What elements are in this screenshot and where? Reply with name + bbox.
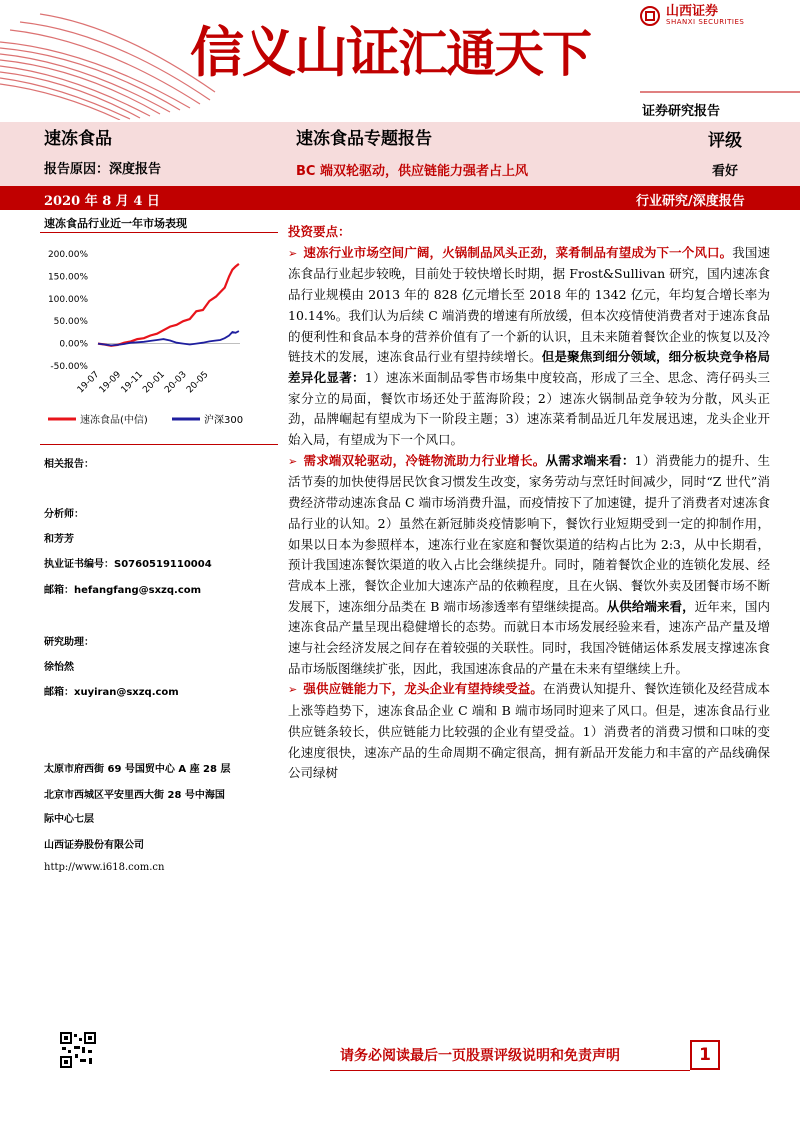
divider bbox=[40, 444, 278, 445]
highlight-text: 需求端双轮驱动，冷链物流助力行业增长。 bbox=[303, 452, 546, 468]
x-tick-label: 19-09 bbox=[97, 369, 124, 396]
x-tick-label: 20-01 bbox=[141, 369, 167, 396]
divider bbox=[40, 232, 278, 233]
brand-slogan bbox=[190, 10, 590, 87]
brand-english: SHANXI SECURITIES bbox=[666, 18, 745, 26]
bold-text: 但是聚焦到细分领域，细分板块竞争格局差异化显著： bbox=[288, 349, 770, 385]
license-number: 执业证书编号：S0760519110004 bbox=[44, 559, 212, 570]
report-category: 行业研究/深度报告 bbox=[636, 194, 745, 209]
section-heading: 投资要点： bbox=[288, 224, 351, 239]
page-number: 1 bbox=[690, 1040, 720, 1070]
qr-code-icon bbox=[60, 1032, 96, 1068]
x-tick-label: 19-11 bbox=[119, 369, 146, 396]
y-tick-label: 100.00% bbox=[47, 294, 88, 305]
body-text: 1）速冻米面制品零售市场集中度较高，形成了三全、思念、湾仔码头三家分立的局面，餐饮市场还处于蓝海阶段；2）速冻火锅制品竞争较为分散，风头正劲，品牌崛起有望成为下一阶段主题；3）速冻菜肴制品近几年发展迅速，龙头企业开始入局，有望成为下一个风口。 bbox=[288, 369, 770, 448]
address-line: 北京市西城区平安里西大街 28 号中海国 bbox=[44, 790, 225, 801]
rating-label: 评级 bbox=[708, 131, 742, 151]
bold-text: 从需求端来看： bbox=[545, 452, 635, 468]
analyst-label: 分析师： bbox=[44, 509, 84, 520]
page-subtitle: BC 端双轮驱动，供应链能力强者占上风 bbox=[296, 164, 528, 179]
arrow-bullet-icon: ➢ bbox=[288, 683, 298, 697]
analyst-name: 和芳芳 bbox=[44, 534, 74, 545]
arrow-bullet-icon: ➢ bbox=[288, 246, 298, 260]
rating-value: 看好 bbox=[712, 164, 739, 179]
sector-name: 速冻食品 bbox=[44, 129, 112, 149]
divider bbox=[330, 1070, 690, 1071]
market-performance-chart bbox=[40, 236, 278, 436]
bold-text: 从供给端来看， bbox=[606, 598, 695, 614]
arrow-bullet-icon: ➢ bbox=[288, 454, 298, 468]
body-text: 我国速冻食品行业起步较晚，目前处于较快增长时期，据 Frost&Sullivan 研究，国内速冻食品行业规模由 2013 年的 828 亿元增长至 2018 年的 1342 亿元，年均复合增长率为 10.14%。我们认为后续 C 端消费的增速有所放缓，但本次疫情使消费者对于速冻食品的便利性和食品本身的营养价值有了一个新的认识，且未来随着餐饮企业的恢复以及冷链技术的发展，速冻食品行业有望持续增长。 bbox=[288, 244, 770, 365]
x-tick-label: 20-05 bbox=[185, 369, 211, 396]
y-tick-label: 50.00% bbox=[53, 317, 88, 328]
y-tick-label: 150.00% bbox=[47, 272, 88, 283]
body-text: 在消费认知提升、餐饮连锁化及经营成本上涨等趋势下，速冻食品企业 C 端和 B 端市场同时迎来了风口。但是，速冻食品行业供应链条较长，供应链能力比较强的企业有望受益。1）消费者的消费习惯和口味的变化速度很快，速冻产品的生命周期不确定很高，拥有新品开发能力和丰富的产品线确保公司绿树 bbox=[288, 681, 770, 781]
company-website[interactable]: http://www.i618.com.cn bbox=[44, 862, 165, 873]
highlight-text: 强供应链能力下，龙头企业有望持续受益。 bbox=[303, 681, 544, 697]
chart-title: 速冻食品行业近一年市场表现 bbox=[44, 217, 187, 230]
assistant-email: 邮箱：xuyiran@sxzq.com bbox=[44, 687, 179, 698]
bullet-2 bbox=[288, 451, 770, 680]
related-reports-label: 相关报告： bbox=[44, 459, 94, 470]
disclaimer-link[interactable]: 请务必阅读最后一页股票评级说明和免责声明 bbox=[340, 1048, 620, 1064]
series-line-sector bbox=[98, 264, 239, 346]
y-tick-label: -50.00% bbox=[50, 362, 88, 372]
y-tick-label: 0.00% bbox=[59, 339, 88, 350]
assistant-name: 徐怡然 bbox=[44, 662, 74, 673]
bullet-3 bbox=[288, 679, 770, 784]
report-type: 证券研究报告 bbox=[642, 104, 721, 119]
analyst-email: 邮箱：hefangfang@sxzq.com bbox=[44, 585, 202, 596]
company-name: 山西证券股份有限公司 bbox=[44, 840, 144, 851]
body-text: 1）消费能力的提升、生活节奏的加快使得居民饮食习惯发生改变，家务劳动与烹饪时间减少，同时“Z 世代”消费经济带动速冻食品 C 端市场消费升温，而疫情按下了加速键，提升了消费者对速冻食品行业的认知。2）虽然在新冠肺炎疫情影响下，餐饮行业短期受到一定的抑制作用，如果以日本为参照样本，速冻行业在家庭和餐饮渠道的结构占比为 2:3，从中长期看，预计我国速冻餐饮渠道的收入占比会继续提升。同时，随着餐饮企业的连锁化发展、经营成本上涨，餐饮企业加大速冻产品的依赖程度，且在火锅、餐饮外卖及团餐市场不断发展下，速冻细分品类在 B 端市场渗透率有望继续提高。 bbox=[288, 452, 770, 614]
x-tick-label: 19-07 bbox=[75, 369, 102, 396]
brand-name: 山西证券 bbox=[666, 4, 719, 19]
legend-label: 沪深300 bbox=[204, 415, 244, 426]
y-tick-label: 200.00% bbox=[47, 250, 88, 260]
address-line: 太原市府西街 69 号国贸中心 A 座 28 层 bbox=[44, 764, 231, 775]
highlight-text: 速冻行业市场空间广阔，火锅制品风头正劲，菜肴制品有望成为下一个风口。 bbox=[303, 244, 733, 260]
slogan-part-1: 信义山证 bbox=[190, 20, 398, 84]
slogan-part-2: 汇通天下 bbox=[398, 24, 590, 83]
x-tick-label: 20-03 bbox=[163, 369, 189, 396]
page-title: 速冻食品专题报告 bbox=[296, 129, 432, 149]
address-line: 际中心七层 bbox=[44, 814, 94, 825]
body-text: 近年来，国内速冻食品产量呈现出稳健增长的态势。而就日本市场发展经验来看，速冻产品产量及增速与社会经济发展之间存在着较强的关联性。同时，我国冷链储运体系发展支撑速冻食品市场版图继续扩张，因此，我国速冻食品的产量在未来有望继续上升。 bbox=[288, 598, 770, 676]
bullet-1 bbox=[288, 243, 770, 451]
report-reason: 报告原因：深度报告 bbox=[44, 162, 162, 177]
company-logo bbox=[640, 6, 744, 26]
investment-highlights bbox=[288, 222, 770, 784]
legend-label: 速冻食品(中信) bbox=[80, 415, 148, 426]
report-date: 2020 年 8 月 4 日 bbox=[44, 194, 160, 209]
assistant-label: 研究助理： bbox=[44, 637, 94, 648]
shanxi-securities-logo-icon bbox=[640, 6, 660, 26]
